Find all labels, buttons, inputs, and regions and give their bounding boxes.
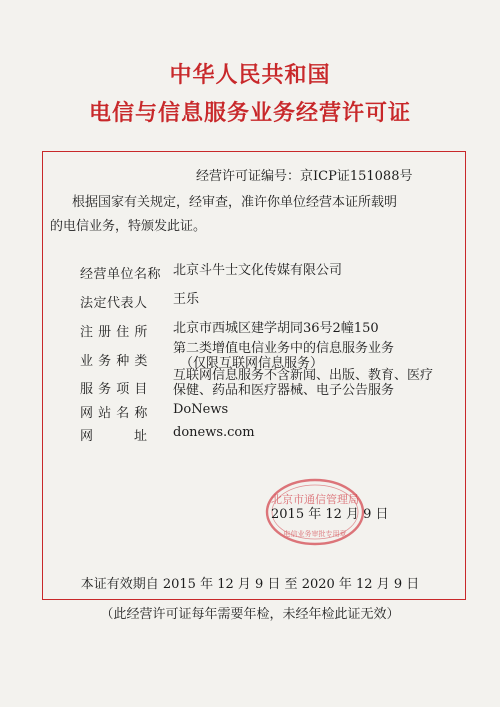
license-number-label: 经营许可证编号： (196, 169, 301, 184)
field-value: DoNews (173, 402, 229, 417)
seal-text-bottom: 电信业务审批专用章 (283, 530, 347, 538)
license-number (196, 165, 412, 184)
field-value-line-1: 第二类增值电信业务中的信息服务业务 (173, 341, 395, 356)
field-label: 业 务 种 类 (80, 354, 148, 369)
field-value: 王乐 (173, 292, 200, 307)
field-label: 网 站 名 称 (80, 406, 148, 421)
field-value-line-2: 保健、药品和医疗器械、电子公告服务 (173, 383, 395, 398)
field-value: donews.com (173, 425, 255, 440)
field-label: 服 务 项 目 (80, 382, 148, 397)
field-value-line-1: 互联网信息服务不含新闻、出版、教育、医疗 (173, 368, 434, 383)
field-value: 北京市西城区建学胡同36号2幢150 (173, 321, 379, 336)
title-line-2: 电信与信息服务业务经营许可证 (88, 101, 411, 126)
validity-period: 本证有效期自 2015 年 12 月 9 日 至 2020 年 12 月 9 日 (80, 577, 420, 592)
field-label: 注 册 住 所 (80, 325, 148, 340)
issue-date: 2015 年 12 月 9 日 (271, 507, 389, 522)
preamble (50, 191, 450, 239)
preamble-line-2: 的电信业务，特颁发此证。 (50, 219, 207, 234)
field-label: 法定代表人 (80, 296, 148, 311)
field-label: 经营单位名称 (80, 267, 162, 282)
license-number-value: 京ICP证151088号 (300, 169, 413, 184)
field-value-line-2: （仅限互联网信息服务） (180, 356, 324, 371)
preamble-line-1: 根据国家有关规定，经审查，准许你单位经营本证所载明 (72, 195, 398, 210)
field-value: 北京斗牛士文化传媒有限公司 (173, 263, 343, 278)
annual-inspection-note: （此经营许可证每年需要年检，未经年检此证无效） (100, 607, 400, 622)
seal-text-top: 北京市通信管理局 (271, 493, 359, 506)
field-label: 网 址 (80, 429, 148, 444)
title-line-1: 中华人民共和国 (169, 63, 331, 88)
